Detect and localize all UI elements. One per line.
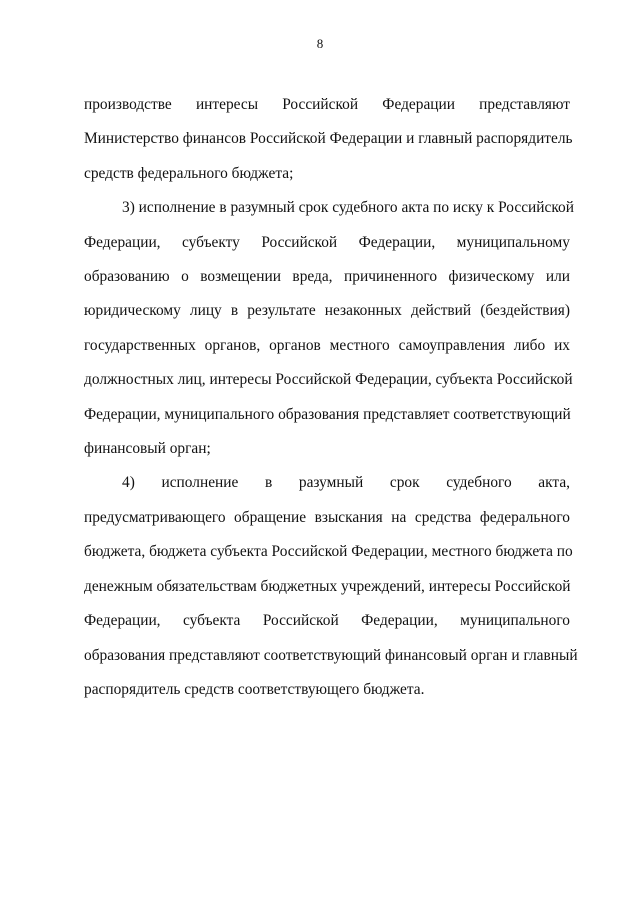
text-line: финансовый орган; [84, 440, 211, 458]
text-line: Министерство финансов Российской Федерации и главный распорядитель [84, 130, 573, 148]
paragraph-item-3 [84, 191, 574, 466]
text-line: денежным обязательствам бюджетных учреждений, интересы Российской [84, 577, 571, 595]
text-line: Федерации, муниципального образования представляет соответствующий [84, 405, 571, 423]
text-line: государственных органов, органов местного самоуправления либо их [84, 336, 570, 354]
text-line: производстве интересы Российской Федерации представляют [84, 96, 570, 113]
text-line: образования представляют соответствующий финансовый орган и главный [84, 646, 578, 664]
text-line: Федерации, субъекта Российской Федерации, муниципального [84, 612, 570, 630]
text-line: предусматривающего обращение взыскания на средства федерального [84, 508, 570, 526]
text-line: 3) исполнение в разумный срок судебного акта по иску к Российской [122, 199, 574, 217]
document-body [84, 88, 578, 707]
page-number: 8 [316, 36, 324, 51]
text-line: юридическому лицу в результате незаконных действий (бездействия) [84, 302, 570, 320]
text-line: 4) исполнение в разумный срок судебного акта, [122, 474, 570, 492]
text-line: бюджета, бюджета субъекта Российской Федерации, местного бюджета по [84, 543, 573, 561]
text-line: Федерации, субъекту Российской Федерации, муниципальному [84, 233, 570, 251]
paragraph-item-4 [84, 466, 578, 707]
text-line: образованию о возмещении вреда, причиненного физическому или [84, 268, 570, 286]
text-line: распорядитель средств соответствующего бюджета. [84, 680, 425, 698]
text-line: должностных лиц, интересы Российской Федерации, субъекта Российской [84, 371, 573, 389]
text-line: средств федерального бюджета; [84, 164, 294, 182]
paragraph-continuation [84, 88, 573, 191]
